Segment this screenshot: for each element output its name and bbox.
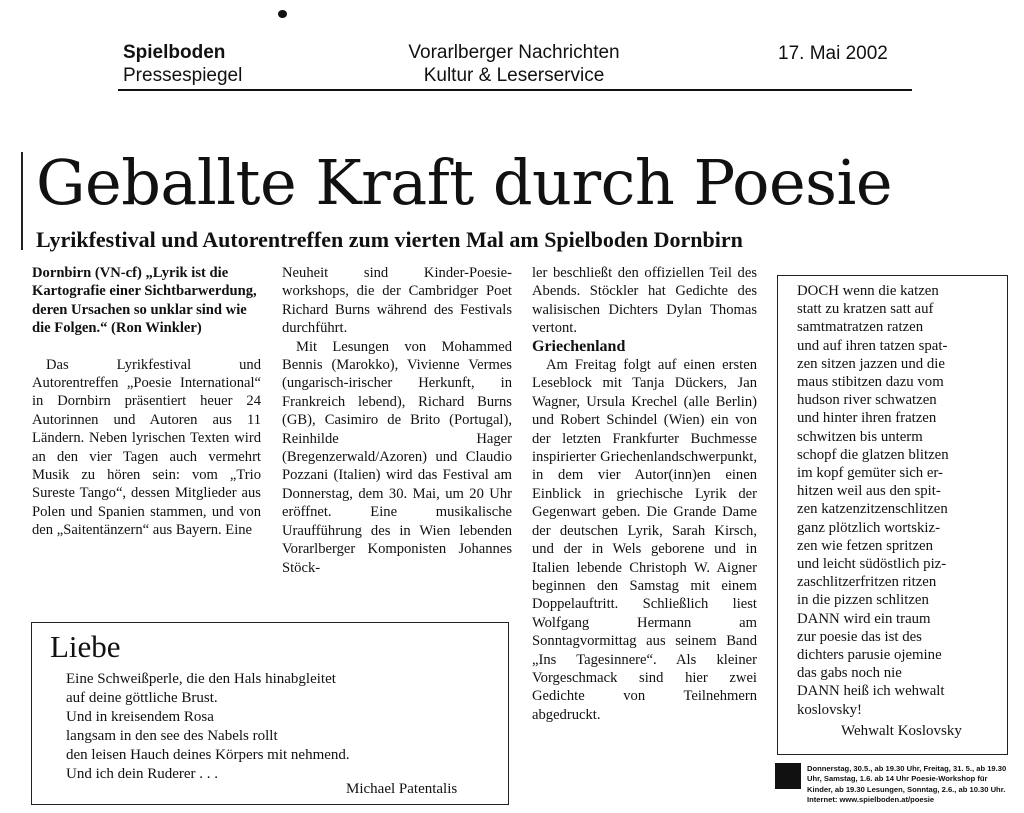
pressespiegel-label: Pressespiegel	[123, 65, 243, 86]
poem-line: maus stibitzen dazu vom	[797, 374, 944, 391]
poem-line: den leisen Hauch deines Körpers mit nehmend.	[66, 747, 350, 763]
newspaper-name: Vorarlberger Nachrichten	[408, 42, 620, 63]
poem-title: Liebe	[50, 629, 121, 664]
poem-line: schwitzen bis unterm	[797, 428, 923, 445]
article-column-2	[282, 264, 512, 577]
poem-line: auf deine göttliche Brust.	[66, 690, 218, 706]
article-lead: Dornbirn (VN-cf) „Lyrik ist die Kartografie einer Sichtbarwerdung, deren Ursachen so unklar sind wie die Folgen.“ (Ron Winkler)	[32, 265, 257, 337]
issue-date: 17. Mai 2002	[778, 43, 888, 64]
poem-line: koslovsky!	[797, 701, 862, 718]
poem-line: zen sitzen jazzen und die	[797, 355, 945, 372]
article-paragraph: Neuheit sind Kinder-Poesie-workshops, die der Cambridger Poet Richard Burns während des Festivals durchführt.	[282, 265, 512, 337]
article-paragraph: Mit Lesungen von Mohammed Bennis (Marokko), Vivienne Vermes (ungarisch-irischer Herkunft, in Frankreich lebend), Richard Burns (GB), Casimiro de Brito (Portugal), Reinhilde Hager (Bregenzerwald/Azoren) und Claudio Pozzani (Italien) wird das Festival am Donnerstag, dem 30. Mai, um 20 Uhr eröffnet. Eine musikalische Uraufführung des in Wien lebenden Vorarlberger Komponisten Johannes Stöck-	[282, 338, 512, 576]
poem-body	[797, 282, 1003, 719]
section-heading: Griechenland	[532, 337, 626, 355]
article-headline: Geballte Kraft durch Poesie	[36, 146, 893, 219]
event-info: Donnerstag, 30.5., ab 19.30 Uhr, Freitag, 31. 5., ab 19.30 Uhr, Samstag, 1.6. ab 14 Uhr Poesie-Workshop für Kinder, ab 19.30 Lesungen, Sonntag, 2.6., ab 10.30 Uhr. Internet: www.spielboden.at/poesie	[807, 764, 1007, 805]
poem-line: und leicht südöstlich piz-	[797, 556, 947, 573]
poem-line: und auf ihren tatzen spat-	[797, 337, 948, 354]
poem-line: zaschlitzerfritzen ritzen	[797, 574, 937, 591]
article-column-3	[532, 264, 757, 724]
article-paragraph: Am Freitag folgt auf einen ersten Leseblock mit Tanja Dückers, Jan Wagner, Ursula Krechel (alle Berlin) und Robert Schindel (Wien) ein von der letzten Frankfurter Buchmesse inspirierter Griechenlandschwerpunkt, in dem vier Autor(inn)en einen Einblick in griechische Lyrik der Gegenwart geben. Die Grande Dame der deutschen Lyrik, Sarah Kirsch, und der in Wels geborene und in Italien lebende Christoph W. Aigner beginnen den Samstag mit einem Doppelauftritt. Schließlich liest Wolfgang Hermann am Sonntagvormittag aus seinem Band „Ins Tagesinnere“. Als kleiner Vorgeschmack sind hier zwei Gedichte von Teilnehmern abgedruckt.	[532, 357, 757, 723]
article-subtitle: Lyrikfestival und Autorentreffen zum vierten Mal am Spielboden Dornbirn	[36, 227, 743, 252]
poem-line: samtmatratzen ratzen	[797, 319, 924, 336]
poem-line: das gabs noch nie	[797, 665, 902, 682]
poem-line: DANN heiß ich wehwalt	[797, 683, 945, 700]
headline-margin-bar	[21, 152, 23, 250]
poem-line: zur poesie das ist des	[797, 628, 922, 645]
poem-line: DOCH wenn die katzen	[797, 283, 939, 299]
poem-author: Michael Patentalis	[346, 781, 458, 797]
poem-line: hudson river schwatzen	[797, 392, 937, 409]
poem-line: in die pizzen schlitzen	[797, 592, 929, 609]
poem-line: schopf die glatzen blitzen	[797, 446, 949, 463]
article-paragraph: ler beschließt den offiziellen Teil des Abends. Stöckler hat Gedichte des walisischen Dichters Dylan Thomas vertont.	[532, 265, 757, 337]
poem-line: Und ich dein Ruderer . . .	[66, 766, 219, 782]
poem-line: zen wie fetzen spritzen	[797, 537, 933, 554]
poem-line: im kopf gemüter sich er-	[797, 465, 943, 482]
poem-line: statt zu kratzen satt auf	[797, 301, 934, 318]
poem-line: langsam in den see des Nabels rollt	[66, 728, 278, 744]
poem-line: hitzen weil aus den spit-	[797, 483, 941, 500]
poem-body	[66, 670, 350, 784]
poem-line: zen katzenzitzenschlitzen	[797, 501, 948, 518]
poem-line: Eine Schweißperle, die den Hals hinabgleitet	[66, 671, 336, 687]
poem-line: DANN wird ein traum	[797, 610, 931, 627]
ink-dot	[278, 10, 287, 18]
newspaper-label	[396, 41, 632, 87]
article-column-1	[32, 264, 261, 540]
poem-line: und hinter ihren fratzen	[797, 410, 937, 427]
spielboden-label: Spielboden	[123, 42, 226, 63]
header-rule	[118, 89, 912, 91]
poem-line: ganz plötzlich wortskiz-	[797, 519, 940, 536]
article-paragraph: Das Lyrikfestival und Autorentreffen „Poesie International“ in Dornbirn präsentiert heuer 24 Autorinnen und Autoren aus 11 Ländern. Neben lyrischen Texten wird an den vier Tagen auch vermehrt Musik zu hören sein: vom „Trio Sureste Tango“, dessen Mitglieder aus Polen und Spanien stammen, und von den „Saitentänzern“ aus Bayern. Eine	[32, 356, 261, 539]
poem-line: Und in kreisendem Rosa	[66, 709, 214, 725]
spielboden-logo-icon	[775, 763, 801, 789]
poem-line: dichters parusie ojemine	[797, 647, 942, 664]
poem-author: Wehwalt Koslovsky	[841, 723, 962, 739]
publication-label	[123, 41, 242, 87]
newspaper-section: Kultur & Leserservice	[423, 65, 605, 86]
